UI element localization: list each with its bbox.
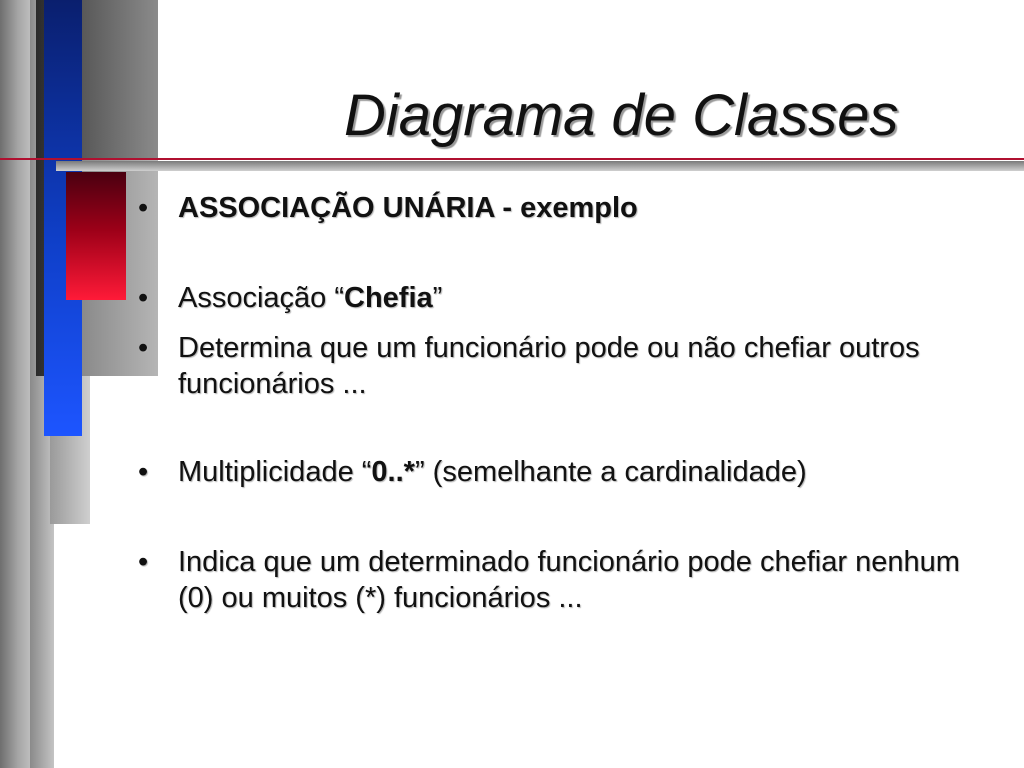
bullet-text-strong: Chefia bbox=[344, 282, 433, 314]
decor-bar-red bbox=[66, 172, 126, 300]
bullet-icon: • bbox=[138, 282, 149, 314]
bullet-text: Indica que um determinado funcionário pode chefiar nenhum (0) ou muitos (*) funcionários ... bbox=[178, 546, 960, 614]
bullet-text: Determina que um funcionário pode ou não chefiar outros funcionários ... bbox=[178, 332, 920, 400]
decor-bar-gray-left bbox=[0, 0, 30, 768]
bullet-item-indica bbox=[138, 544, 998, 616]
bullet-text-suffix: ” (semelhante a cardinalidade) bbox=[414, 456, 807, 488]
bullet-icon: • bbox=[138, 456, 149, 488]
slide-title: Diagrama de Classes bbox=[344, 83, 899, 148]
bullet-text-suffix: ” bbox=[432, 282, 443, 314]
bullet-item-determina bbox=[138, 330, 998, 402]
bullet-icon: • bbox=[138, 546, 149, 578]
bullet-text bbox=[178, 280, 998, 316]
bullet-text-prefix: Associação “ bbox=[178, 282, 345, 314]
bullet-icon: • bbox=[138, 332, 149, 364]
title-rule-red bbox=[0, 158, 1024, 160]
bullet-text bbox=[178, 454, 998, 490]
bullet-item-multiplicidade bbox=[138, 454, 998, 490]
bullet-item-associacao-chefia bbox=[138, 280, 998, 316]
bullet-icon: • bbox=[138, 192, 149, 224]
bullet-text: ASSOCIAÇÃO UNÁRIA - exemplo bbox=[178, 192, 638, 224]
bullet-text-prefix: Multiplicidade “ bbox=[178, 456, 372, 488]
bullet-text-strong: 0..* bbox=[371, 456, 415, 488]
bullet-item-associacao-unaria bbox=[138, 190, 998, 226]
title-rule-gray bbox=[56, 161, 1024, 171]
